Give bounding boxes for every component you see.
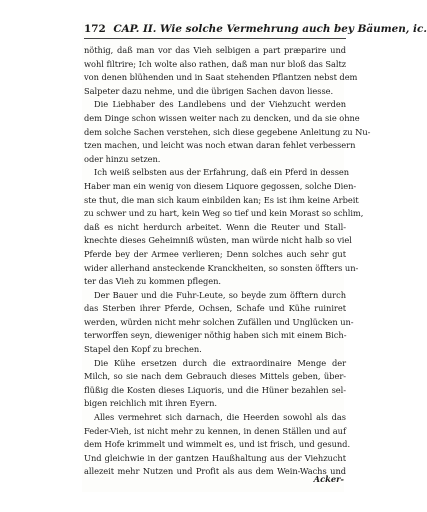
- text-line: terworffen seyn, dieweniger nöthig haben sich mit einem Bich-: [84, 330, 347, 341]
- text-line: Und gleichwie in der gantzen Haußhaltung aus der Viehzucht: [84, 452, 346, 463]
- text-line: Alles vermehret sich darnach, die Heerden sowohl als das: [94, 412, 346, 423]
- text-line: oder hinzu setzen.: [84, 153, 161, 164]
- text-line: das Sterben ihrer Pferde, Ochsen, Schafe und Kühe ruiniret: [84, 303, 346, 314]
- text-line: Die Liebhaber des Landlebens und der Viehzucht werden: [94, 99, 346, 110]
- text-line: wider allerhand ansteckende Kranckheiten, so sonsten öffters un-: [84, 262, 359, 273]
- text-line: Salpeter dazu nehme, und die übrigen Sachen davon liesse.: [84, 85, 334, 96]
- text-line: zu schwer und zu hart, kein Weg so tief und kein Morast so schlim,: [84, 208, 364, 219]
- text-line: Ich weiß selbsten aus der Erfahrung, daß ein Pferd in dessen: [94, 167, 350, 178]
- text-line: wohl filtrire; Ich wolte also rathen, daß man nur bloß das Saltz: [84, 58, 347, 69]
- text-line: ter das Vieh zu kommen pflegen.: [84, 276, 221, 287]
- book-page: [82, 22, 427, 492]
- text-line: dem Dinge schon wissen weiter nach zu dencken, und da sie ohne: [84, 112, 360, 123]
- text-line: flüßig die Kosten dieses Liquoris, und die Hüner bezahlen sel-: [84, 384, 346, 395]
- text-line: werden, würden nicht mehr solchen Zufällen und Unglücken un-: [84, 316, 354, 327]
- text-line: bigen reichlich mit ihren Eyern.: [84, 398, 217, 409]
- text-line: dem Hofe krimmelt und wimmelt es, und ist frisch, und gesund.: [84, 439, 351, 450]
- text-line: tzen machen, und leicht was noch etwan daran fehlet verbessern: [84, 140, 356, 151]
- text-line: allezeit mehr Nutzen und Profit als aus dem Wein-Wachs und: [84, 466, 346, 477]
- text-line: daß es nicht herdurch arbeitet. Wenn die Reuter und Stall-: [84, 221, 346, 232]
- text-line: Pferde bey der Armee verlieren; Denn solches auch sehr gut: [84, 248, 346, 259]
- text-line: Milch, so sie nach dem Gebrauch dieses Mittels geben, über-: [84, 371, 346, 382]
- text-line: von denen blühenden und in Saat stehenden Pflantzen nebst dem: [84, 72, 358, 83]
- text-line: Feder-Vieh, ist nicht mehr zu kennen, in denen Ställen und auf: [84, 425, 346, 436]
- running-header: [84, 22, 427, 39]
- text-line: dem solche Sachen verstehen, sich diese gegebene Anleitung zu Nu-: [84, 126, 371, 137]
- text-line: Der Bauer und die Fuhr-Leute, so beyde zum öfftern durch: [94, 289, 346, 300]
- text-line: knechte dieses Geheimniß wüsten, man würde nicht halb so viel: [84, 235, 352, 246]
- running-title: CAP. II. Wie solche Vermehrung auch bey Bäumen, ic.: [113, 23, 427, 35]
- text-line: Die Kühe ersetzen durch die extraordinaire Menge der: [94, 357, 346, 368]
- text-line: nöthig, daß man vor das Vieh selbigen a part præparire und: [84, 45, 346, 55]
- page-number: 172: [84, 23, 106, 35]
- catchword: Acker-: [313, 474, 344, 484]
- text-line: ste thut, die man sich kaum einbilden kan; Es ist ihm keine Arbeit: [84, 194, 359, 205]
- text-line: Haber man ein wenig von diesem Liquore gegossen, solche Dien-: [84, 180, 357, 191]
- page-body: [84, 44, 371, 479]
- text-line: Stapel den Kopf zu brechen.: [84, 344, 202, 355]
